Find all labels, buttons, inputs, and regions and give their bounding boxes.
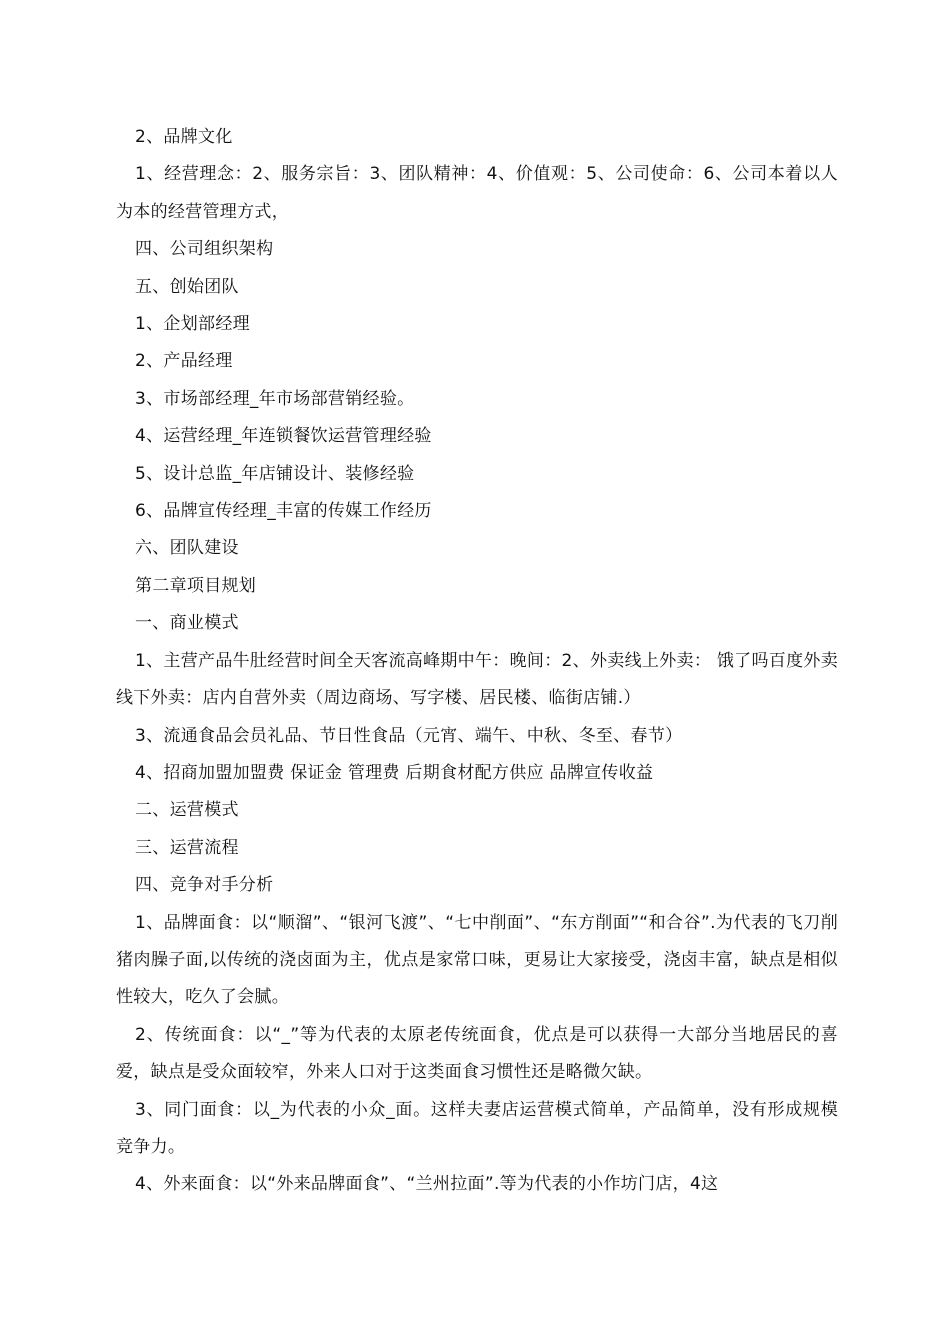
list-item: 3、市场部经理_年市场部营销经验。: [135, 388, 415, 409]
paragraph: 1、主营产品牛肚经营时间全天客流高峰期中午：晚间：2、外卖线上外卖： 饿了吗百度外卖线下外卖：店内自营外卖（周边商场、写字楼、居民楼、临街店铺.）: [116, 650, 838, 709]
list-item: 5、设计总监_年店铺设计、装修经验: [135, 463, 415, 484]
paragraph: 3、流通食品会员礼品、节日性食品（元宵、端午、中秋、冬至、春节）: [135, 725, 683, 746]
heading: 三、运营流程: [135, 837, 239, 858]
paragraph: 3、同门面食：以_为代表的小众_面。这样夫妻店运营模式简单，产品简单，没有形成规模竞争力。: [116, 1099, 838, 1157]
heading: 一、商业模式: [135, 613, 239, 634]
heading: 五、创始团队: [135, 276, 239, 297]
list-item: 6、品牌宣传经理_丰富的传媒工作经历: [135, 501, 432, 522]
list-item: 2、产品经理: [135, 351, 233, 372]
chapter-heading: 第二章项目规划: [135, 575, 257, 596]
paragraph: 2、品牌文化: [135, 127, 233, 147]
heading: 四、公司组织架构: [135, 239, 274, 260]
paragraph: 1、品牌面食：以“顺溜”、“银河飞渡”、“七中削面”、“东方削面”“和合谷”.为代表的飞刀削猪肉臊子面,以传统的浇卤面为主，优点是家常口味，更易让大家接受，浇卤丰富，缺点是相似性较大，吃久了会腻。: [116, 912, 838, 1008]
paragraph: 4、招商加盟加盟费 保证金 管理费 后期食材配方供应 品牌宣传收益: [135, 762, 654, 783]
list-item: 1、企划部经理: [135, 314, 250, 335]
heading: 二、运营模式: [135, 800, 239, 821]
paragraph: 1、经营理念：2、服务宗旨：3、团队精神：4、价值观：5、公司使命：6、公司本着以人为本的经营管理方式，: [116, 164, 838, 222]
paragraph: 4、外来面食：以“外来品牌面食”、“兰州拉面”.等为代表的小作坊门店，4这: [135, 1174, 719, 1195]
paragraph: 2、传统面食：以“_”等为代表的太原老传统面食，优点是可以获得一大部分当地居民的喜爱，缺点是受众面较窄，外来人口对于这类面食习惯性还是略微欠缺。: [116, 1024, 838, 1083]
heading: 六、团队建设: [135, 538, 239, 559]
list-item: 4、运营经理_年连锁餐饮运营管理经验: [135, 426, 432, 447]
heading: 四、竞争对手分析: [135, 875, 274, 896]
document-body: [116, 119, 838, 1204]
